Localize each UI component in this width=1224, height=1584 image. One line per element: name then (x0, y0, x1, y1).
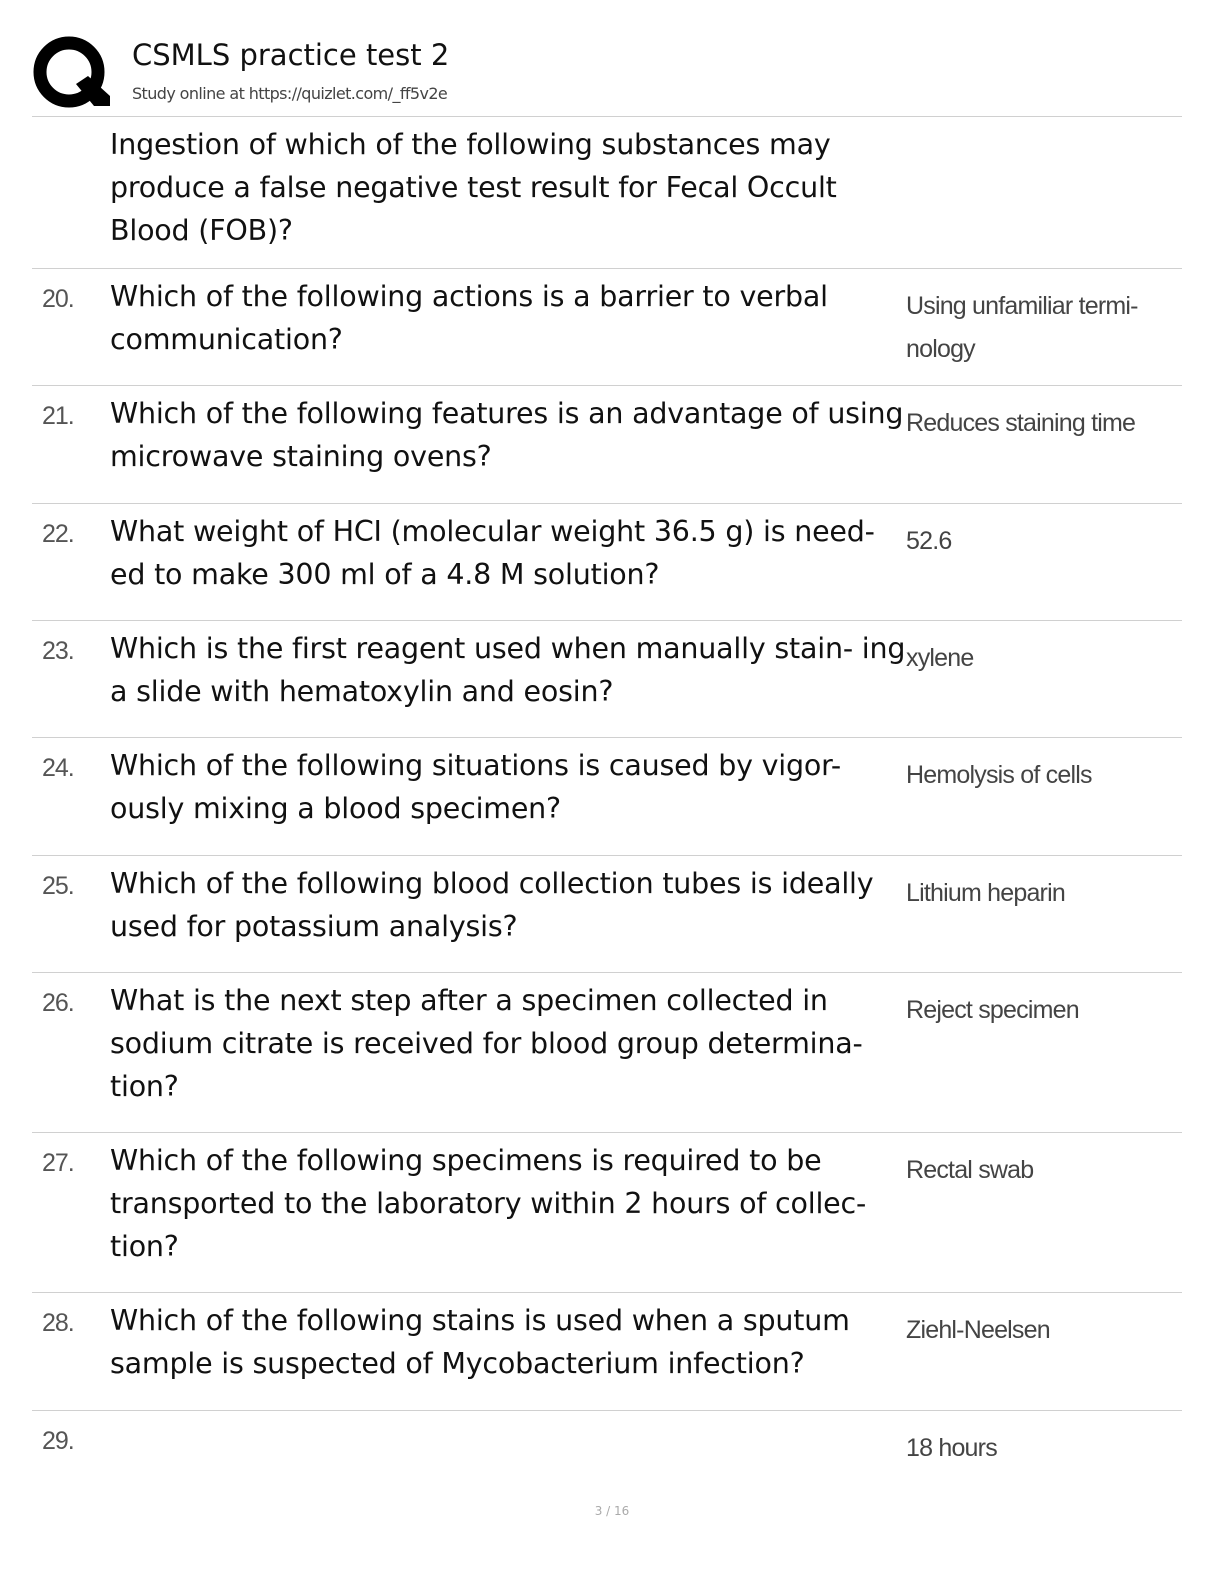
card-row (32, 1292, 1182, 1410)
card-answer: Rectal swab (906, 1156, 1034, 1184)
card-question: What weight of HCI (molecular weight 36.5 g) is need- ed to make 300 ml of a 4.8 M solution? (110, 515, 875, 591)
card-number: 22. (42, 520, 74, 548)
document-subtitle: Study online at https://quizlet.com/_ff5v2e (132, 84, 448, 103)
card-question: Which of the following blood collection tubes is ideally used for potassium analysis? (110, 867, 874, 943)
card-number: 24. (42, 754, 74, 782)
card-row (32, 737, 1182, 855)
card-answer: Lithium heparin (906, 879, 1065, 907)
card-number: 21. (42, 402, 74, 430)
card-number: 20. (42, 285, 74, 313)
card-row (32, 385, 1182, 503)
page-number: 3 / 16 (594, 1504, 630, 1518)
card-row (32, 1410, 1182, 1480)
card-answer: 52.6 (906, 527, 952, 555)
card-answer: Using unfamiliar termi- nology (906, 292, 1138, 363)
card-row (32, 503, 1182, 620)
card-number: 29. (42, 1427, 74, 1455)
card-row (32, 855, 1182, 972)
card-row (32, 620, 1182, 737)
card-answer: Reduces staining time (906, 409, 1136, 437)
card-answer: 18 hours (906, 1434, 997, 1462)
card-question: What is the next step after a specimen collected in sodium citrate is received for blood group determina- tion? (110, 984, 863, 1103)
card-row (32, 116, 1182, 268)
card-row (32, 972, 1182, 1132)
card-row (32, 1132, 1182, 1292)
card-number: 28. (42, 1309, 74, 1337)
card-number: 23. (42, 637, 74, 665)
card-question: Which of the following situations is caused by vigor- ously mixing a blood specimen? (110, 749, 841, 825)
card-row (32, 268, 1182, 385)
card-number: 27. (42, 1149, 74, 1177)
card-number: 26. (42, 989, 74, 1017)
card-answer: Ziehl-Neelsen (906, 1316, 1050, 1344)
card-answer: Reject specimen (906, 996, 1079, 1024)
card-question: Which of the following specimens is required to be transported to the laboratory within 2 hours of collec- tion? (110, 1144, 867, 1263)
card-question: Which of the following stains is used when a sputum sample is suspected of Mycobacterium infection? (110, 1304, 850, 1380)
card-answer: Hemolysis of cells (906, 761, 1092, 789)
card-answer: xylene (906, 644, 974, 672)
card-question: Which is the first reagent used when manually stain- ing a slide with hematoxylin and eosin? (110, 632, 906, 708)
flashcard-list (32, 116, 1182, 1480)
card-number: 25. (42, 872, 74, 900)
card-question: Ingestion of which of the following substances may produce a false negative test result for Fecal Occult Blood (FOB)? (110, 128, 837, 247)
card-question: Which of the following actions is a barrier to verbal communication? (110, 280, 828, 356)
quizlet-logo-icon (32, 34, 112, 114)
document-header (32, 30, 1182, 116)
card-question: Which of the following features is an advantage of using microwave staining ovens? (110, 397, 904, 473)
document-title: CSMLS practice test 2 (132, 38, 450, 72)
